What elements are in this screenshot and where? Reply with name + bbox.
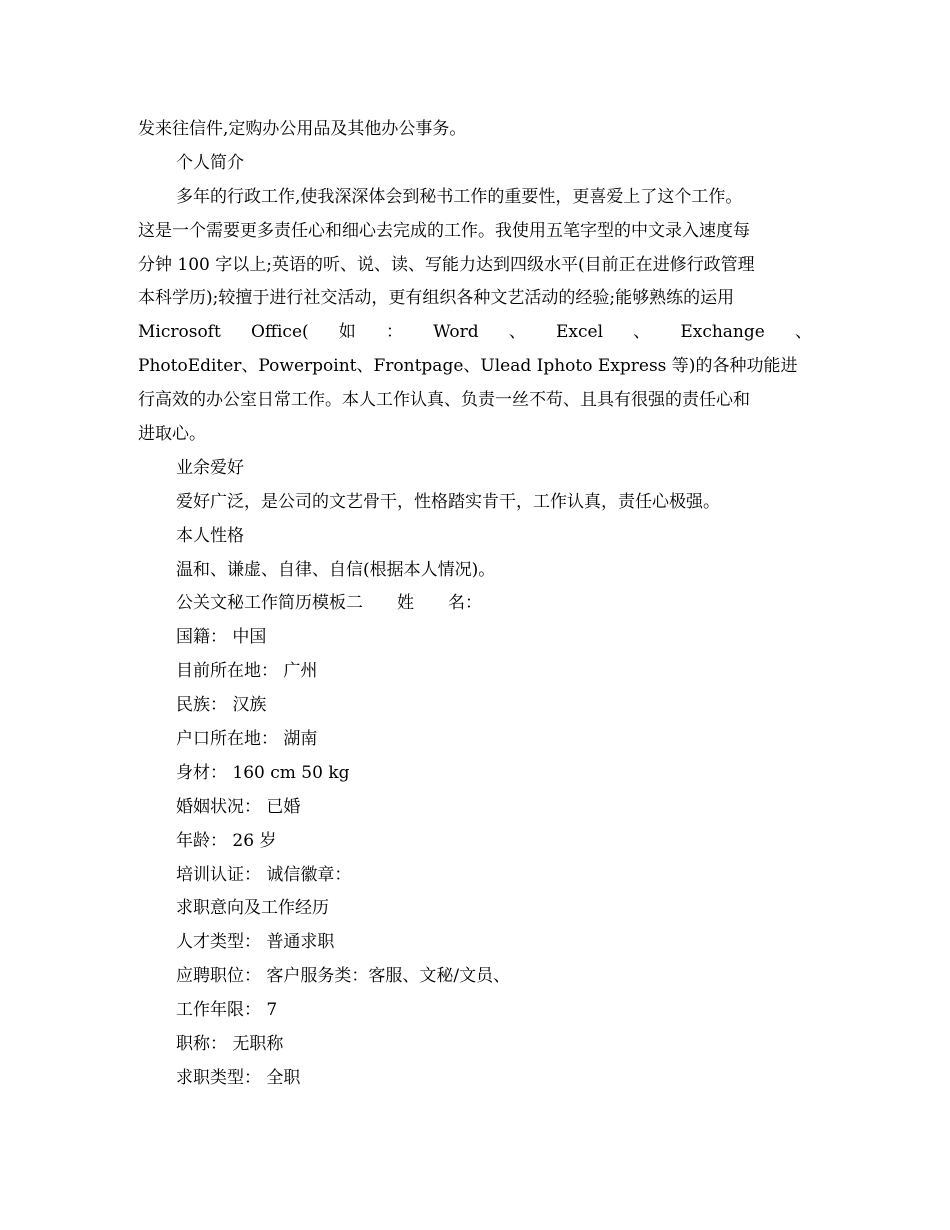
word-token: 、 <box>508 322 526 343</box>
template-title-line <box>138 587 812 621</box>
field-title: 职称： 无职称 <box>176 1034 284 1055</box>
field-build: 身材： 160 cm 50 kg <box>176 762 350 783</box>
word-token: Word <box>433 322 479 343</box>
text-line: 行高效的办公室日常工作。本人工作认真、负责一丝不苟、且具有很强的责任心和 <box>138 390 750 411</box>
field-certification: 培训认证： 诚信徽章： <box>176 864 352 885</box>
text-line: 发来往信件,定购办公用品及其他办公事务。 <box>138 119 467 139</box>
word-token: Office( <box>250 322 309 343</box>
text-line: 这是一个需要更多责任心和细心去完成的工作。我使用五笔字型的中文录入速度每 <box>138 220 750 241</box>
field-household-registration: 户口所在地： 湖南 <box>176 729 318 750</box>
word-token: Excel <box>556 322 604 343</box>
text-line: 多年的行政工作,使我深深体会到秘书工作的重要性，更喜爱上了这个工作。 <box>176 186 743 207</box>
text-line: 进取心。 <box>138 424 206 445</box>
word-token: Exchange <box>680 322 765 343</box>
template-title: 公关文秘工作简历模板二 <box>176 593 363 614</box>
field-ethnicity: 民族： 汉族 <box>176 695 267 716</box>
section-heading-personality: 本人性格 <box>176 525 244 546</box>
word-token: Microsoft <box>138 322 221 343</box>
section-heading-hobbies: 业余爱好 <box>176 457 244 478</box>
field-nationality: 国籍： 中国 <box>176 627 267 648</box>
field-job-type: 求职类型： 全职 <box>176 1067 301 1088</box>
text-line: 温和、谦虚、自律、自信(根据本人情况)。 <box>176 559 496 580</box>
text-line: PhotoEditer、Powerpoint、Frontpage、Ulead Iphoto Express 等)的各种功能进 <box>138 356 798 377</box>
text-line: 本科学历);较擅于进行社交活动，更有组织各种文艺活动的经验;能够熟练的运用 <box>138 288 735 309</box>
field-talent-type: 人才类型： 普通求职 <box>176 932 335 953</box>
word-token: 、 <box>633 322 651 343</box>
field-years-worked: 工作年限： 7 <box>176 1000 278 1021</box>
word-token: ： <box>385 322 403 343</box>
word-token: 如 <box>338 322 356 343</box>
word-token: 、 <box>794 322 812 343</box>
field-label-name: 名： <box>448 593 482 614</box>
field-age: 年龄： 26 岁 <box>176 830 277 851</box>
text-line: 爱好广泛，是公司的文艺骨干，性格踏实肯干，工作认真，责任心极强。 <box>176 491 720 512</box>
text-line-justified <box>138 316 812 350</box>
section-heading-profile: 个人简介 <box>176 152 244 173</box>
text-line: 分钟 100 字以上;英语的听、说、读、写能力达到四级水平(目前正在进修行政管理 <box>138 254 755 275</box>
field-label-surname: 姓 <box>397 593 414 614</box>
field-marital-status: 婚姻状况： 已婚 <box>176 796 301 817</box>
field-current-location: 目前所在地： 广州 <box>176 661 318 682</box>
field-position: 应聘职位： 客户服务类：客服、文秘/文员、 <box>176 966 511 987</box>
section-heading-job-intent: 求职意向及工作经历 <box>176 898 329 919</box>
document-page <box>138 113 812 1096</box>
